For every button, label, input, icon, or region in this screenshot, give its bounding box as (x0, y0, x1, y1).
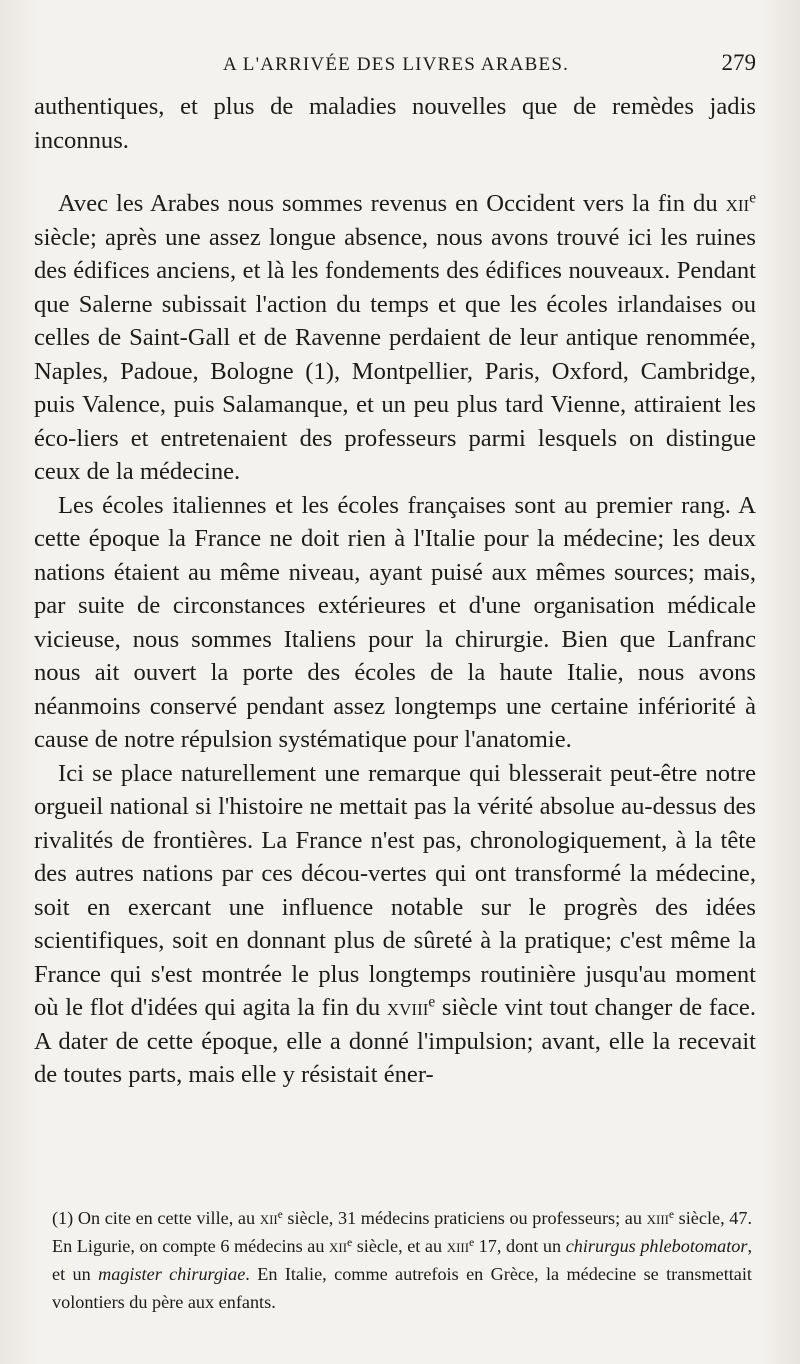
text-run: siècle, 47. En Ligurie, on compte 6 médecins au (52, 1208, 752, 1256)
latin-term: chirurgus phlebotomator (565, 1236, 748, 1256)
latin-term: magister chirurgiae (98, 1264, 246, 1284)
superscript: e (669, 1208, 675, 1221)
text-run: siècle, et au (352, 1236, 447, 1256)
century-numeral: xii (259, 1208, 278, 1228)
paragraph-arabes (34, 187, 756, 489)
text-run: , et un (52, 1236, 752, 1284)
text-run: (1) On cite en cette ville, au (52, 1208, 260, 1228)
century-numeral: xviii (386, 994, 429, 1021)
text-run: siècle; après une assez longue absence, nous avons trouvé ici les ruines des édifices anciens, et là les fondements des édifices nouveaux. Pendant que Salerne subissait l'action du temps et que les écoles irlandaises ou celles de Saint-Gall et de Ravenne perdaient de leur antique renommée, Naples, Padoue, Bologne (1), Montpellier, Paris, Oxford, Cambridge, puis Valence, puis Salamanque, et un peu plus tard Vienne, attiraient les éco-liers et entretenaient des professeurs parmi lesquels on distingue ceux de la médecine. (34, 223, 756, 485)
footnote-1 (52, 1204, 752, 1316)
superscript: e (277, 1208, 283, 1221)
paragraph-remarque (34, 757, 756, 1092)
page-header (36, 48, 756, 82)
text-run: siècle vint tout changer de face. A dater de cette époque, elle a donné l'impulsion; avant, elle la recevait de toutes parts, mais elle y résistait éner- (34, 994, 756, 1088)
paragraph-ecoles: Les écoles italiennes et les écoles françaises sont au premier rang. A cette époque la France ne doit rien à l'Italie pour la médecine; les deux nations étaient au même niveau, ayant puisé aux mêmes sources; mais, par suite de circonstances extérieures et d'une organisation médicale vicieuse, nous sommes Italiens pour la chirurgie. Bien que Lanfranc nous ait ouvert la porte des écoles de la haute Italie, nous avons néanmoins conservé pendant assez longtemps une certaine infériorité à cause de notre répulsion systématique pour l'anatomie. (34, 491, 756, 753)
superscript: e (749, 189, 756, 207)
footnotes (52, 1204, 752, 1316)
text-run: Avec les Arabes nous sommes revenus en Occident vers la fin du (58, 190, 726, 217)
text-run: Ici se place naturellement une remarque qui blesserait peut-être notre orgueil national si l'histoire ne mettait pas la vérité absolue au-dessus des rivalités de frontières. La France n'est pas, chronologiquement, à la tête des autres nations par ces décou-vertes qui ont transformé la médecine, soit en exercant une influence notable sur le progrès des idées scientifiques, soit en donnant plus de sûreté à la pratique; c'est même la France qui s'est montrée le plus longtemps routinière jusqu'au moment où le flot d'idées qui agita la fin du (34, 759, 756, 1021)
text-run: siècle, 31 médecins praticiens ou professeurs; au (282, 1208, 647, 1228)
page-number: 279 (721, 50, 756, 75)
text-run: . En Italie, comme autrefois en Grèce, la médecine se transmettait volontiers du père aux enfants. (52, 1264, 752, 1312)
running-head: A L'ARRIVÉE DES LIVRES ARABES. (222, 54, 570, 75)
superscript: e (347, 1236, 353, 1249)
century-numeral: xii (329, 1236, 348, 1256)
superscript: e (428, 993, 436, 1011)
century-numeral: xiii (646, 1208, 670, 1228)
century-numeral: xiii (446, 1236, 470, 1256)
body-text (34, 90, 756, 1092)
superscript: e (469, 1236, 475, 1249)
paragraph-continuation: authentiques, et plus de maladies nouvelles que de remèdes jadis inconnus. (34, 93, 756, 154)
century-numeral: xii (725, 190, 750, 217)
text-run: 17, dont un (474, 1236, 566, 1256)
